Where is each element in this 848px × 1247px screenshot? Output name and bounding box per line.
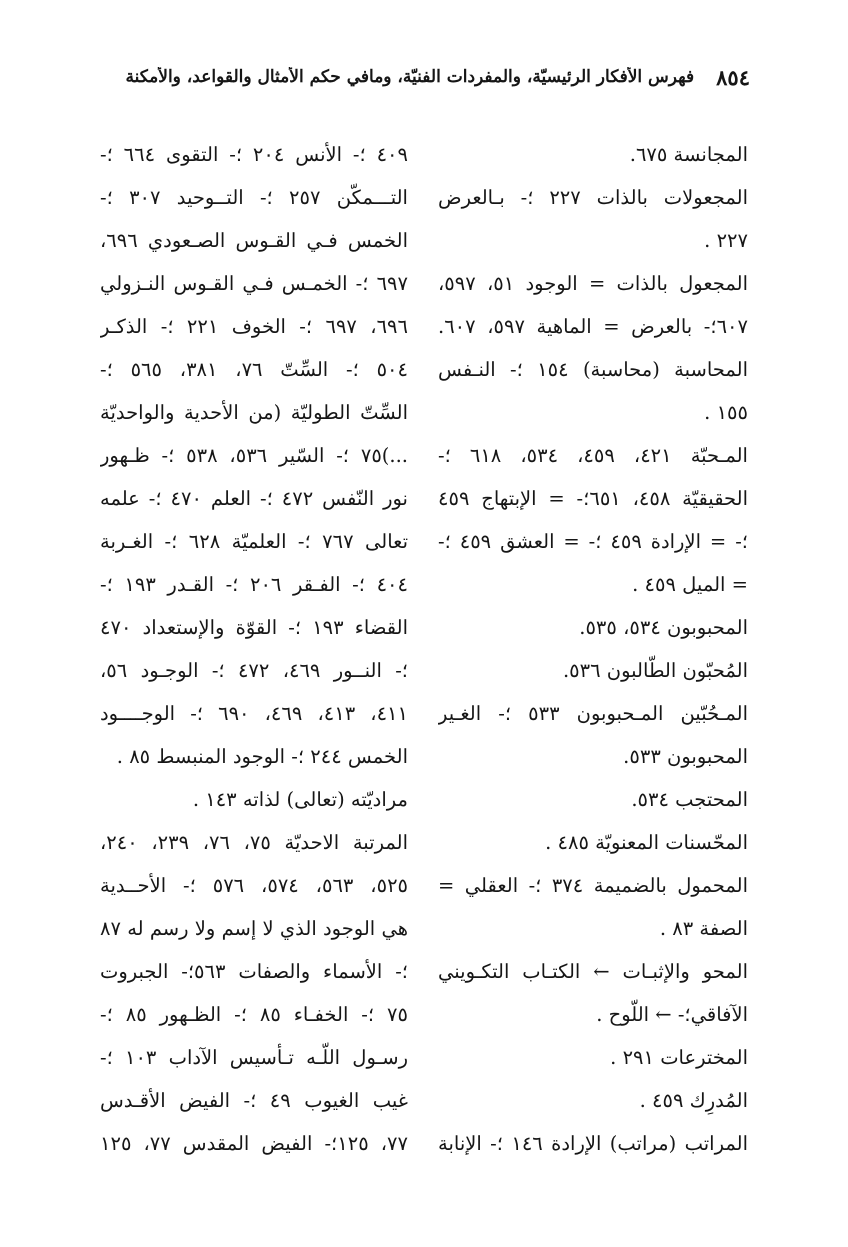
index-line: القضاء ١٩٣ ؛- القوّة والإستعداد ٤٧٠ [100, 616, 408, 639]
index-line: المُحبّون الطّالبون ٥٣٦. [562, 659, 748, 682]
index-line: الصفة ٨٣ . [659, 917, 748, 940]
index-line: ؛- الأسماء والصفات ٥٦٣؛- الجبروت [100, 960, 408, 983]
index-line: ٦٠٧؛- بالعرض = الماهية ٥٩٧، ٦٠٧. [438, 315, 748, 338]
index-line: المحّسنات المعنويّة ٤٨٥ . [545, 831, 748, 854]
index-line: الحقيقيّة ٤٥٨، ٦٥١؛- = الإبتهاج ٤٥٩ [438, 487, 748, 510]
index-line: ٦٩٧ ؛- الخمـس فـي القـوس النـزولي [100, 272, 408, 295]
index-line: هي الوجود الذي لا إسم ولا رسم له ٨٧ [100, 917, 408, 940]
page-header [100, 60, 750, 94]
index-line: ٤٠٩ ؛- الأنس ٢٠٤ ؛- التقوى ٦٦٤ ؛- [100, 143, 408, 166]
index-line: الخمس ٢٤٤ ؛- الوجود المنبسط ٨٥ . [116, 745, 408, 768]
index-line: السِّتّ الطوليّة (من الأحدية والواحديّة [100, 401, 408, 424]
index-line: المحبوبون ٥٣٤، ٥٣٥. [579, 616, 748, 639]
index-line: المجعولات بالذات ٢٢٧ ؛- بـالعرض [438, 186, 748, 209]
index-line: الآفاقي؛- ← اللّوح . [596, 1003, 748, 1026]
index-line: ؛- = الإرادة ٤٥٩ ؛- = العشق ٤٥٩ ؛- [438, 530, 748, 553]
index-line: ...)٧٥ ؛- السّير ٥٣٦، ٥٣٨ ؛- ظـهور [100, 444, 408, 467]
index-column-left [100, 136, 408, 1168]
index-line: المجعول بالذات = الوجود ٥١، ٥٩٧، [438, 272, 748, 295]
index-line: المحمول بالضميمة ٣٧٤ ؛- العقلي = [438, 874, 748, 897]
index-line: تعالى ٧٦٧ ؛- العلميّة ٦٢٨ ؛- الغـربة [100, 530, 408, 553]
index-line: الخمس فـي القـوس الصـعودي ٦٩٦، [100, 229, 408, 252]
index-line: ٤٠٤ ؛- الفـقر ٢٠٦ ؛- القـدر ١٩٣ ؛- [100, 573, 408, 596]
index-line: ٢٢٧ . [704, 229, 748, 252]
index-line: المُدرِك ٤٥٩ . [639, 1089, 748, 1112]
index-line: المخترعات ٢٩١ . [610, 1046, 748, 1069]
index-line: ٤١١، ٤١٣، ٤٦٩، ٦٩٠ ؛- الوجــــود [100, 702, 408, 725]
index-line: ٦٩٦، ٦٩٧ ؛- الخوف ٢٢١ ؛- الذكـر [100, 315, 408, 338]
index-line: المجانسة ٦٧٥. [629, 143, 748, 166]
index-column-right [438, 136, 748, 1168]
index-line: المحو والإثبـات ← الكتـاب التكـويني [438, 960, 748, 983]
index-line: المحبوبون ٥٣٣. [623, 745, 748, 768]
index-line: المـحبّة ٤٢١، ٤٥٩، ٥٣٤، ٦١٨ ؛- [438, 444, 748, 467]
index-line: ؛- النــور ٤٦٩، ٤٧٢ ؛- الوجـود ٥٦، [100, 659, 408, 682]
index-line: مراديّته (تعالى) لذاته ١٤٣ . [192, 788, 408, 811]
index-line: المـحُبّين المـحبوبون ٥٣٣ ؛- الغـير [438, 702, 748, 725]
index-line: ١٥٥ . [704, 401, 748, 424]
index-line: غيب الغيوب ٤٩ ؛- الفيض الأقـدس [100, 1089, 408, 1112]
index-line: المحاسبة (محاسبة) ١٥٤ ؛- النـفس [438, 358, 748, 381]
index-line: المحتجب ٥٣٤. [631, 788, 748, 811]
index-line: نور النّفس ٤٧٢ ؛- العلم ٤٧٠ ؛- علمه [100, 487, 408, 510]
index-line: ٧٥ ؛- الخفـاء ٨٥ ؛- الظـهور ٨٥ ؛- [100, 1003, 408, 1026]
page-number: ٨٥٤ [716, 64, 750, 90]
index-line: التـــمكّن ٢٥٧ ؛- التــوحيد ٣٠٧ ؛- [100, 186, 408, 209]
index-line: ٧٧، ١٢٥؛- الفيض المقدس ٧٧، ١٢٥ [100, 1132, 408, 1155]
index-line: المراتب (مراتب) الإرادة ١٤٦ ؛- الإنابة [438, 1132, 748, 1155]
index-line: المرتبة الاحديّة ٧٥، ٧٦، ٢٣٩، ٢٤٠، [100, 831, 408, 854]
running-title: فهرس الأفكار الرئيسيّة، والمفردات الفنيّة، ومافي حكم الأمثال والقواعد، والأمكنة [125, 67, 695, 87]
index-line: ٥٠٤ ؛- السِّتّ ٧٦، ٣٨١، ٥٦٥ ؛- [100, 358, 408, 381]
index-line: = الميل ٤٥٩ . [632, 573, 748, 596]
index-line: ٥٢٥، ٥٦٣، ٥٧٤، ٥٧٦ ؛- الأحــدية [100, 874, 408, 897]
index-line: رسـول اللّـه تـأسيس الآداب ١٠٣ ؛- [100, 1046, 408, 1069]
